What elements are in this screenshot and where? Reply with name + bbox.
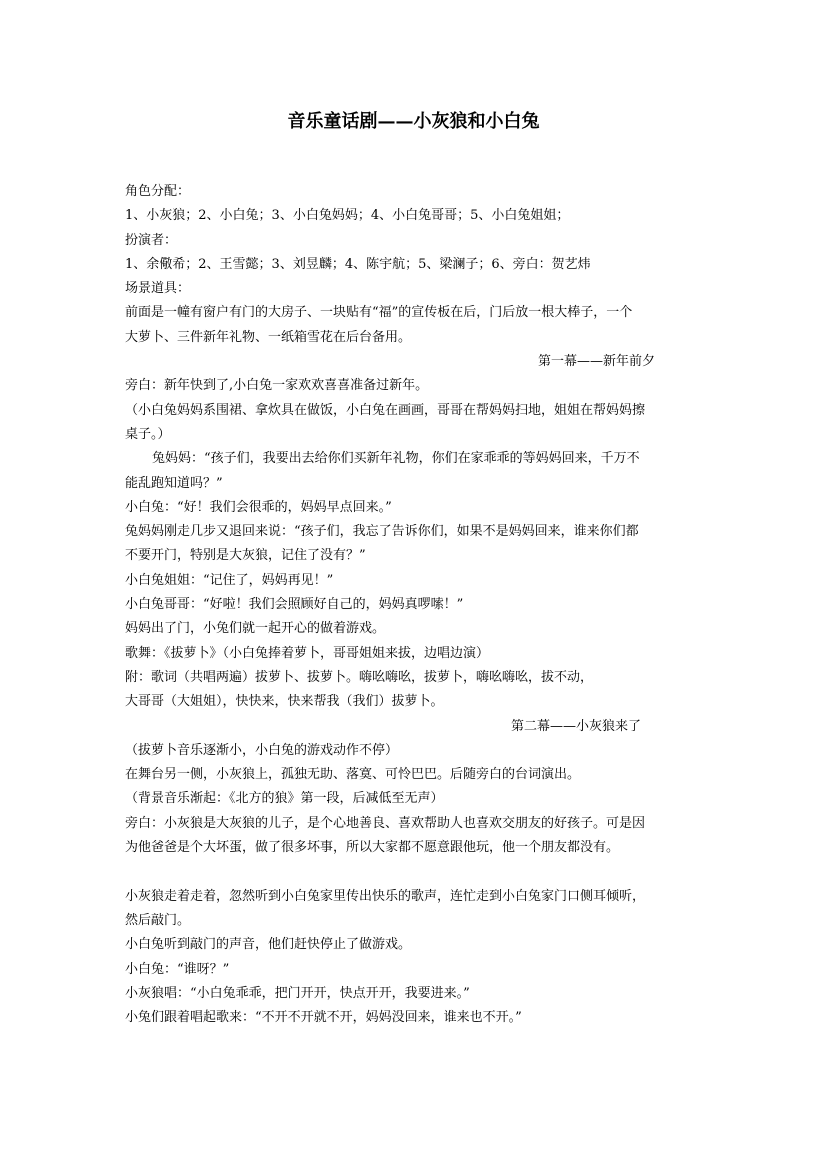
script-line: 不要开门，特别是大灰狼，记住了没有？” (125, 548, 366, 564)
lyrics-line: 附：歌词（共唱两遍）拔萝卜、拔萝卜。嗨吆嗨吆，拔萝卜，嗨吆嗨吆，拔不动， (125, 669, 594, 685)
document-body (125, 180, 707, 1030)
blank-line (125, 860, 707, 884)
cast-list: 1、余儆希；2、王雪懿；3、刘昱麟；4、陈宇航；5、梁澜子；6、旁白：贺艺炜 (125, 256, 591, 272)
script-line: 在舞台另一侧，小灰狼上，孤独无助、落寞、可怜巴巴。后随旁白的台词演出。 (125, 767, 581, 783)
props-text-line: 前面是一幢有窗户有门的大房子、一块贴有“福”的宣传板在后，门后放一根大棒子，一个 (125, 305, 633, 321)
cast-heading: 扮演者： (125, 232, 178, 248)
script-line: 小白兔：“好！我们会很乖的，妈妈早点回来。” (125, 499, 392, 515)
script-line: 小白兔：“谁呀？” (125, 961, 230, 977)
stage-direction-line: （背景音乐渐起：《北方的狼》第一段，后减低至无声） (125, 791, 444, 807)
act-two-heading: 第二幕——小灰狼来了 (510, 718, 641, 734)
script-line: 小白兔姐姐：“记住了，妈妈再见！” (125, 572, 334, 588)
script-line: 旁白：新年快到了,小白兔一家欢欢喜喜准备过新年。 (125, 378, 429, 394)
script-line: 小灰狼唱：“小白兔乖乖，把门开开，快点开开，我要进来。” (125, 985, 470, 1001)
script-line: 小白兔哥哥：“好啦！我们会照顾好自己的，妈妈真啰嗦！” (125, 597, 464, 613)
script-line: 小白兔听到敲门的声音，他们赶快停止了做游戏。 (125, 937, 412, 953)
stage-direction-line: 桌子。） (125, 426, 171, 442)
stage-direction-line: （小白兔妈妈系围裙、拿炊具在做饭，小白兔在画画，哥哥在帮妈妈扫地，姐姐在帮妈妈擦 (125, 402, 646, 418)
script-line: 小灰狼走着走着，忽然听到小白兔家里传出快乐的歌声，连忙走到小白兔家门口侧耳倾听， (125, 888, 646, 904)
stage-direction-line: （拔萝卜音乐逐渐小，小白兔的游戏动作不停） (125, 742, 399, 758)
script-line: 旁白：小灰狼是大灰狼的儿子，是个心地善良、喜欢帮助人也喜欢交朋友的好孩子。可是因 (125, 815, 646, 831)
script-line: 能乱跑知道吗？” (125, 475, 223, 491)
lyrics-line: 大哥哥（大姐姐），快快来，快来帮我（我们）拔萝卜。 (125, 694, 444, 710)
roles-list: 1、小灰狼；2、小白兔；3、小白兔妈妈；4、小白兔哥哥；5、小白兔姐姐； (125, 208, 570, 224)
song-line: 歌舞：《拔萝卜》（小白兔捧着萝卜，哥哥姐姐来拔，边唱边演） (125, 645, 490, 661)
act-one-heading: 第一幕——新年前夕 (537, 354, 655, 370)
props-heading: 场景道具： (125, 281, 191, 297)
script-line: 兔妈妈：“孩子们，我要出去给你们买新年礼物，你们在家乖乖的等妈妈回来，千万不 (152, 451, 640, 467)
script-line: 然后敲门。 (125, 912, 191, 928)
script-line: 为他爸爸是个大坏蛋，做了很多坏事，所以大家都不愿意跟他玩，他一个朋友都没有。 (125, 840, 620, 856)
script-line: 兔妈妈刚走几步又退回来说：“孩子们，我忘了告诉你们，如果不是妈妈回来，谁来你们都 (125, 524, 639, 540)
script-line: 小兔们跟着唱起歌来：“不开不开就不开，妈妈没回来，谁来也不开。” (125, 1010, 522, 1026)
document-title: 音乐童话剧——小灰狼和小白兔 (287, 111, 540, 132)
roles-heading: 角色分配： (125, 184, 191, 199)
script-line: 妈妈出了门，小兔们就一起开心的做着游戏。 (125, 621, 386, 637)
props-text-line: 大萝卜、三件新年礼物、一纸箱雪花在后台备用。 (125, 329, 412, 345)
